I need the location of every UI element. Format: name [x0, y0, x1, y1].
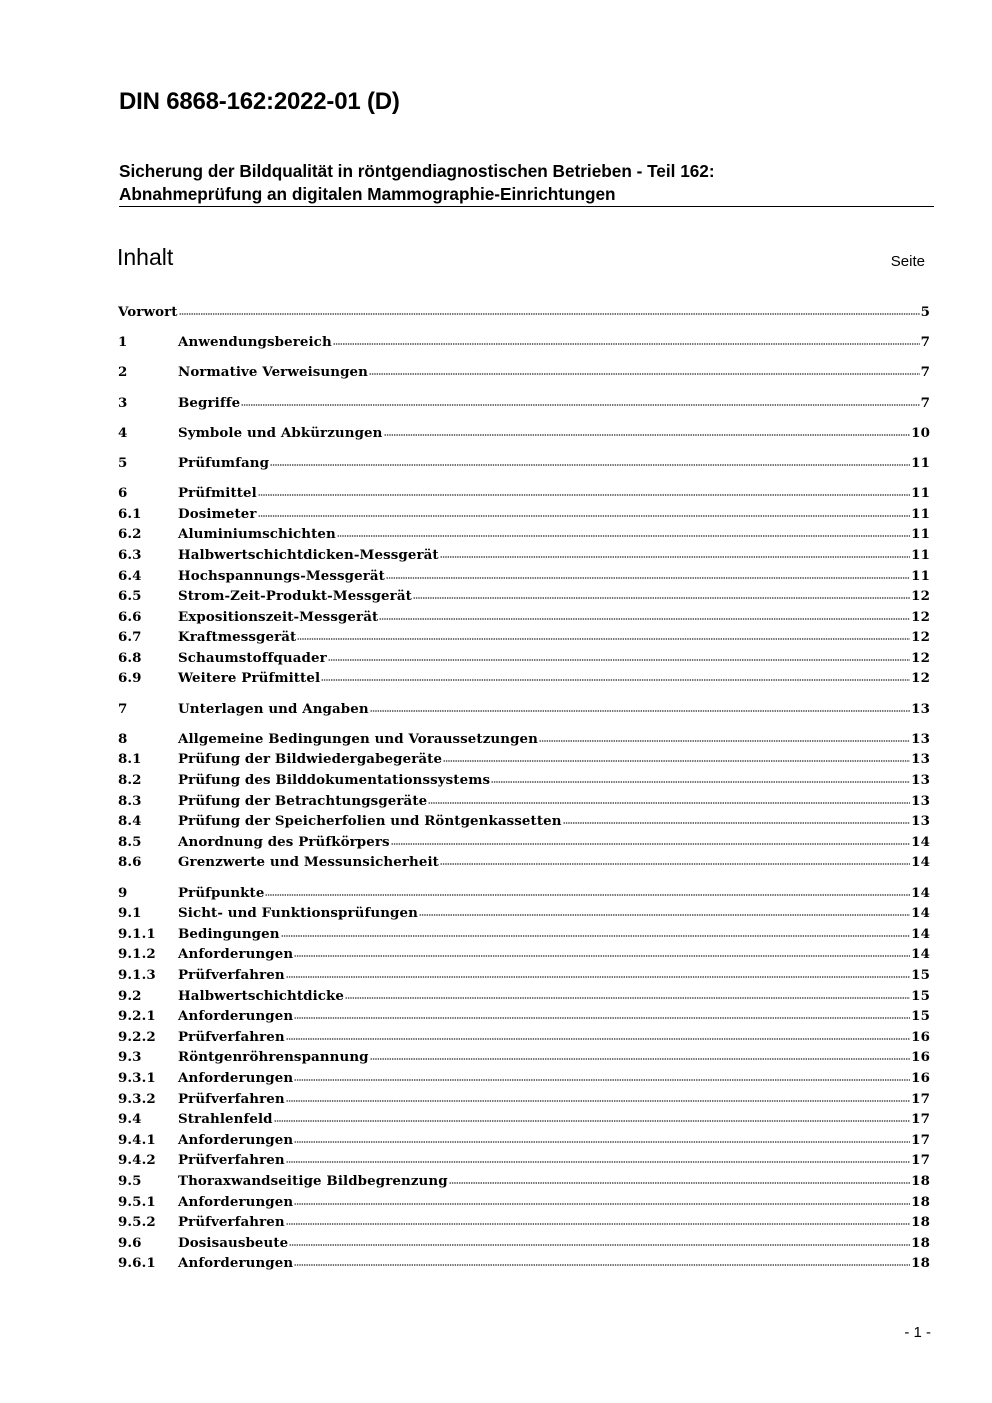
- toc-entry[interactable]: [118, 1130, 930, 1151]
- dot-leader: [379, 617, 910, 621]
- toc-entry[interactable]: [118, 1047, 930, 1068]
- toc-entry-title[interactable]: Symbole und Abkürzungen: [178, 424, 383, 441]
- toc-entry-page: 18: [911, 1255, 930, 1272]
- document-title: [119, 160, 934, 206]
- toc-entry-number: 9.3: [118, 1049, 142, 1066]
- toc-entry-title[interactable]: Vorwort: [118, 304, 178, 320]
- dot-leader: [419, 913, 910, 917]
- toc-entry[interactable]: [118, 770, 930, 791]
- toc-entry[interactable]: [118, 668, 930, 689]
- dot-leader: [321, 678, 910, 682]
- dot-leader: [491, 780, 910, 784]
- toc-entry[interactable]: [118, 986, 930, 1007]
- dot-leader: [281, 934, 911, 938]
- toc-entry-number: 8.1: [118, 751, 142, 768]
- toc-entry[interactable]: [118, 924, 930, 945]
- toc-entry[interactable]: [118, 965, 930, 986]
- toc-entry-number: 9.2.2: [118, 1028, 156, 1045]
- toc-entry-page: 14: [911, 884, 930, 901]
- toc-entry-page: 13: [911, 772, 930, 789]
- document-title-line-1: Sicherung der Bildqualität in röntgendiagnostischen Betrieben - Teil 162:: [119, 161, 715, 181]
- toc-entry[interactable]: [118, 852, 930, 873]
- toc-entry-title[interactable]: Halbwertschichtdicke: [178, 987, 345, 1004]
- toc-entry-page: 15: [911, 1008, 930, 1025]
- dot-leader: [328, 658, 910, 662]
- toc-entry-title[interactable]: Grenzwerte und Messunsicherheit: [178, 854, 439, 871]
- toc-entry-page: 15: [911, 966, 930, 983]
- dot-leader: [286, 1099, 910, 1103]
- toc-entry-title[interactable]: Aluminiumschichten: [178, 526, 336, 543]
- toc-entry-title[interactable]: Bedingungen: [178, 925, 280, 942]
- toc-heading: Inhalt: [117, 244, 174, 270]
- toc-entry-page: 7: [920, 394, 930, 411]
- toc-entry-title[interactable]: Anforderungen: [178, 1008, 294, 1025]
- dot-leader: [286, 1160, 910, 1164]
- toc-entry-page: 14: [911, 946, 930, 963]
- toc-entry[interactable]: [118, 883, 930, 904]
- dot-leader: [449, 1181, 910, 1185]
- toc-entry-page: 13: [911, 813, 930, 830]
- toc-entry-number: 6: [118, 485, 128, 502]
- toc-entry-page: 14: [911, 833, 930, 850]
- toc-entry-number: 8.2: [118, 772, 142, 789]
- toc-entry-page: 11: [911, 454, 930, 471]
- toc-entry-page: 11: [911, 567, 930, 584]
- toc-entry-title[interactable]: Prüfpunkte: [178, 884, 265, 901]
- toc-entry[interactable]: [118, 1212, 930, 1233]
- toc-entry-title[interactable]: Halbwertschichtdicken-Messgerät: [178, 546, 439, 563]
- toc-entry[interactable]: [118, 1006, 930, 1027]
- toc-entry-title[interactable]: Strom-Zeit-Produkt-Messgerät: [178, 588, 412, 605]
- dot-leader: [413, 596, 910, 600]
- toc-entry-title[interactable]: Unterlagen und Angaben: [178, 700, 369, 717]
- toc-entry-number: 9.5.1: [118, 1193, 156, 1210]
- toc-entry-title[interactable]: Normative Verweisungen: [178, 364, 369, 381]
- toc-entry-page: 11: [911, 505, 930, 522]
- dot-leader: [370, 1057, 911, 1061]
- toc-entry[interactable]: [118, 423, 930, 444]
- dot-leader: [286, 975, 910, 979]
- toc-entry-number: 9.3.1: [118, 1069, 156, 1086]
- toc-entry[interactable]: [118, 903, 930, 924]
- dot-leader: [428, 801, 910, 805]
- toc-entry-title[interactable]: Anforderungen: [178, 946, 294, 963]
- title-divider: [119, 206, 934, 207]
- toc-entry-number: 1: [118, 334, 128, 351]
- dot-leader: [241, 403, 919, 407]
- toc-entry-number: 6.2: [118, 526, 142, 543]
- toc-entry-title[interactable]: Prüfumfang: [178, 454, 270, 471]
- dot-leader: [294, 1016, 910, 1020]
- toc-entry[interactable]: [118, 832, 930, 853]
- toc-entry-title[interactable]: Anwendungsbereich: [178, 334, 332, 351]
- toc-entry-title[interactable]: Dosisausbeute: [178, 1234, 289, 1251]
- toc-entry-title[interactable]: Prüfung der Speicherfolien und Röntgenkassetten: [178, 813, 562, 830]
- toc-entry-title[interactable]: Prüfung der Betrachtungsgeräte: [178, 792, 428, 809]
- dot-leader: [337, 534, 910, 538]
- toc-entry[interactable]: [118, 1068, 930, 1089]
- toc-entry-number: 8.4: [118, 813, 142, 830]
- toc-entry-number: 9.4: [118, 1111, 142, 1128]
- toc-entry-number: 6.8: [118, 649, 142, 666]
- toc-entry-title[interactable]: Begriffe: [178, 394, 241, 411]
- toc-entry-page: 7: [920, 334, 930, 351]
- dot-leader: [370, 709, 910, 713]
- toc-entry-number: 9.6: [118, 1234, 142, 1251]
- toc-entry-number: 9.4.1: [118, 1131, 156, 1148]
- toc-entry-page: 13: [911, 700, 930, 717]
- toc-entry[interactable]: [118, 1089, 930, 1110]
- toc-entry-title[interactable]: Prüfmittel: [178, 485, 257, 502]
- toc-entry-number: 9.1.1: [118, 925, 156, 942]
- toc-entry-title[interactable]: Anforderungen: [178, 1193, 294, 1210]
- page-number: - 1 -: [904, 1324, 931, 1341]
- toc-entry-number: 8: [118, 730, 128, 747]
- toc-entry-number: 3: [118, 394, 128, 411]
- dot-leader: [333, 342, 920, 346]
- toc-entry-page: 15: [911, 987, 930, 1004]
- toc-entry-number: 9.4.2: [118, 1152, 156, 1169]
- toc-entry[interactable]: [118, 607, 930, 628]
- toc-entry-page: 17: [911, 1111, 930, 1128]
- toc-entry-title[interactable]: Sicht- und Funktionsprüfungen: [178, 905, 418, 922]
- toc-entry-page: 14: [911, 854, 930, 871]
- toc-entry-title[interactable]: Hochspannungs-Messgerät: [178, 567, 385, 584]
- toc-entry[interactable]: [118, 749, 930, 770]
- toc-entry[interactable]: [118, 944, 930, 965]
- toc-entry-title[interactable]: Kraftmessgerät: [178, 629, 297, 646]
- dot-leader: [179, 312, 920, 316]
- toc-entry-title[interactable]: Allgemeine Bedingungen und Voraussetzungen: [178, 730, 539, 747]
- toc-entry-page: 10: [911, 424, 930, 441]
- toc-entry[interactable]: [118, 729, 930, 750]
- toc-entry-page: 16: [911, 1069, 930, 1086]
- toc-entry[interactable]: [118, 524, 930, 545]
- toc-entry-title[interactable]: Prüfverfahren: [178, 1214, 285, 1231]
- toc-entry-page: 12: [911, 588, 930, 605]
- toc-entry-page: 11: [911, 546, 930, 563]
- toc-entry-page: 12: [911, 670, 930, 687]
- toc-entry-page: 5: [920, 304, 930, 320]
- document-title-line-2: Abnahmeprüfung an digitalen Mammographie-Einrichtungen: [119, 184, 616, 204]
- toc-entry[interactable]: [118, 393, 930, 414]
- toc-entry-page: 13: [911, 792, 930, 809]
- toc-entry[interactable]: [118, 566, 930, 587]
- toc-entry[interactable]: [118, 1253, 930, 1274]
- toc-entry[interactable]: [118, 648, 930, 669]
- toc-page-column-heading: Seite: [890, 253, 925, 270]
- toc-entry-title[interactable]: Prüfverfahren: [178, 1028, 285, 1045]
- toc-entry-title[interactable]: Anforderungen: [178, 1069, 294, 1086]
- toc-entry[interactable]: [118, 811, 930, 832]
- dot-leader: [289, 1243, 910, 1247]
- toc-entry-title[interactable]: Strahlenfeld: [178, 1111, 273, 1128]
- toc-entry-number: 9.6.1: [118, 1255, 156, 1272]
- toc-entry-title[interactable]: Anordnung des Prüfkörpers: [178, 833, 390, 850]
- toc-entry-title[interactable]: Prüfung der Bildwiedergabegeräte: [178, 751, 443, 768]
- toc-entry[interactable]: [118, 1233, 930, 1254]
- toc-entry[interactable]: [118, 1109, 930, 1130]
- toc-entry-title[interactable]: Röntgenröhrenspannung: [178, 1049, 369, 1066]
- dot-leader: [443, 759, 910, 763]
- toc-entry-title[interactable]: Expositionszeit-Messgerät: [178, 608, 379, 625]
- toc-entry-number: 6.6: [118, 608, 142, 625]
- toc-entry-number: 4: [118, 424, 128, 441]
- toc-entry[interactable]: [118, 1150, 930, 1171]
- toc-entry-page: 11: [911, 485, 930, 502]
- dot-leader: [258, 514, 911, 518]
- dot-leader: [440, 862, 910, 866]
- toc-entry-number: 6.7: [118, 629, 142, 646]
- toc-entry-number: 6.1: [118, 505, 142, 522]
- dot-leader: [369, 372, 920, 376]
- dot-leader: [294, 1140, 910, 1144]
- document-id: DIN 6868-162:2022-01 (D): [119, 88, 400, 115]
- toc-entry-number: 6.4: [118, 567, 142, 584]
- toc-entry[interactable]: [118, 453, 930, 474]
- toc-entry-page: 11: [911, 526, 930, 543]
- toc-entry[interactable]: [118, 362, 930, 383]
- toc-entry-title[interactable]: Weitere Prüfmittel: [178, 670, 321, 687]
- dot-leader: [286, 1037, 910, 1041]
- toc-entry-title[interactable]: Prüfverfahren: [178, 1152, 285, 1169]
- dot-leader: [440, 555, 910, 559]
- toc-entry-number: 6.9: [118, 670, 142, 687]
- toc-entry-page: 18: [911, 1234, 930, 1251]
- toc-entry-title[interactable]: Prüfverfahren: [178, 1090, 285, 1107]
- toc-entry-page: 16: [911, 1049, 930, 1066]
- toc-entry-title[interactable]: Schaumstoffquader: [178, 649, 327, 666]
- toc-entry-page: 13: [911, 730, 930, 747]
- toc-entry[interactable]: [118, 699, 930, 720]
- toc-entry-page: 17: [911, 1090, 930, 1107]
- toc-entry-page: 14: [911, 925, 930, 942]
- dot-leader: [286, 1222, 910, 1226]
- toc-entry[interactable]: [118, 627, 930, 648]
- dot-leader: [539, 739, 910, 743]
- toc-entry-number: 9.1: [118, 905, 142, 922]
- toc-entry-number: 8.3: [118, 792, 142, 809]
- toc-entry-number: 9.2: [118, 987, 142, 1004]
- dot-leader: [386, 576, 910, 580]
- toc-entry-number: 9.3.2: [118, 1090, 156, 1107]
- toc-entry-number: 8.5: [118, 833, 142, 850]
- toc-entry-page: 7: [920, 364, 930, 381]
- toc-entry-title[interactable]: Anforderungen: [178, 1255, 294, 1272]
- toc-entry[interactable]: [118, 791, 930, 812]
- toc-entry-number: 9: [118, 884, 128, 901]
- toc-entry-page: 14: [911, 905, 930, 922]
- toc-entry-number: 6.3: [118, 546, 142, 563]
- toc-entry-title[interactable]: Prüfung des Bilddokumentationssystems: [178, 772, 491, 789]
- dot-leader: [265, 893, 910, 897]
- dot-leader: [274, 1119, 911, 1123]
- toc-entry[interactable]: [118, 302, 930, 323]
- dot-leader: [384, 433, 911, 437]
- toc-entry-page: 18: [911, 1193, 930, 1210]
- toc-entry[interactable]: [118, 483, 930, 504]
- toc-entry[interactable]: [118, 1027, 930, 1048]
- toc-entry-number: 9.1.2: [118, 946, 156, 963]
- toc-entry-page: 12: [911, 629, 930, 646]
- dot-leader: [270, 463, 910, 467]
- dot-leader: [258, 493, 910, 497]
- toc-entry-number: 9.5.2: [118, 1214, 156, 1231]
- toc-entry-page: 17: [911, 1152, 930, 1169]
- toc-entry-number: 9.2.1: [118, 1008, 156, 1025]
- toc-entry-title[interactable]: Anforderungen: [178, 1131, 294, 1148]
- toc-entry-page: 16: [911, 1028, 930, 1045]
- dot-leader: [297, 637, 910, 641]
- table-of-contents: [118, 302, 930, 1274]
- dot-leader: [294, 1202, 910, 1206]
- toc-entry[interactable]: [118, 332, 930, 353]
- toc-entry-number: 8.6: [118, 854, 142, 871]
- toc-entry-title[interactable]: Prüfverfahren: [178, 966, 285, 983]
- toc-entry[interactable]: [118, 1192, 930, 1213]
- dot-leader: [294, 1263, 910, 1267]
- toc-entry-page: 13: [911, 751, 930, 768]
- toc-entry-number: 5: [118, 454, 128, 471]
- toc-entry[interactable]: [118, 1171, 930, 1192]
- dot-leader: [391, 842, 911, 846]
- toc-entry-page: 18: [911, 1172, 930, 1189]
- toc-entry-page: 12: [911, 608, 930, 625]
- dot-leader: [294, 954, 910, 958]
- toc-entry-number: 9.5: [118, 1172, 142, 1189]
- toc-entry[interactable]: [118, 504, 930, 525]
- dot-leader: [563, 821, 911, 825]
- toc-entry[interactable]: [118, 545, 930, 566]
- toc-entry-page: 17: [911, 1131, 930, 1148]
- toc-entry-title[interactable]: Dosimeter: [178, 505, 257, 522]
- toc-entry-page: 18: [911, 1214, 930, 1231]
- toc-entry-number: 2: [118, 364, 128, 381]
- dot-leader: [294, 1078, 910, 1082]
- dot-leader: [345, 996, 910, 1000]
- toc-entry-number: 6.5: [118, 588, 142, 605]
- toc-entry-number: 9.1.3: [118, 966, 156, 983]
- toc-entry-number: 7: [118, 700, 128, 717]
- toc-entry-page: 12: [911, 649, 930, 666]
- toc-entry[interactable]: [118, 586, 930, 607]
- toc-entry-title[interactable]: Thoraxwandseitige Bildbegrenzung: [178, 1172, 448, 1189]
